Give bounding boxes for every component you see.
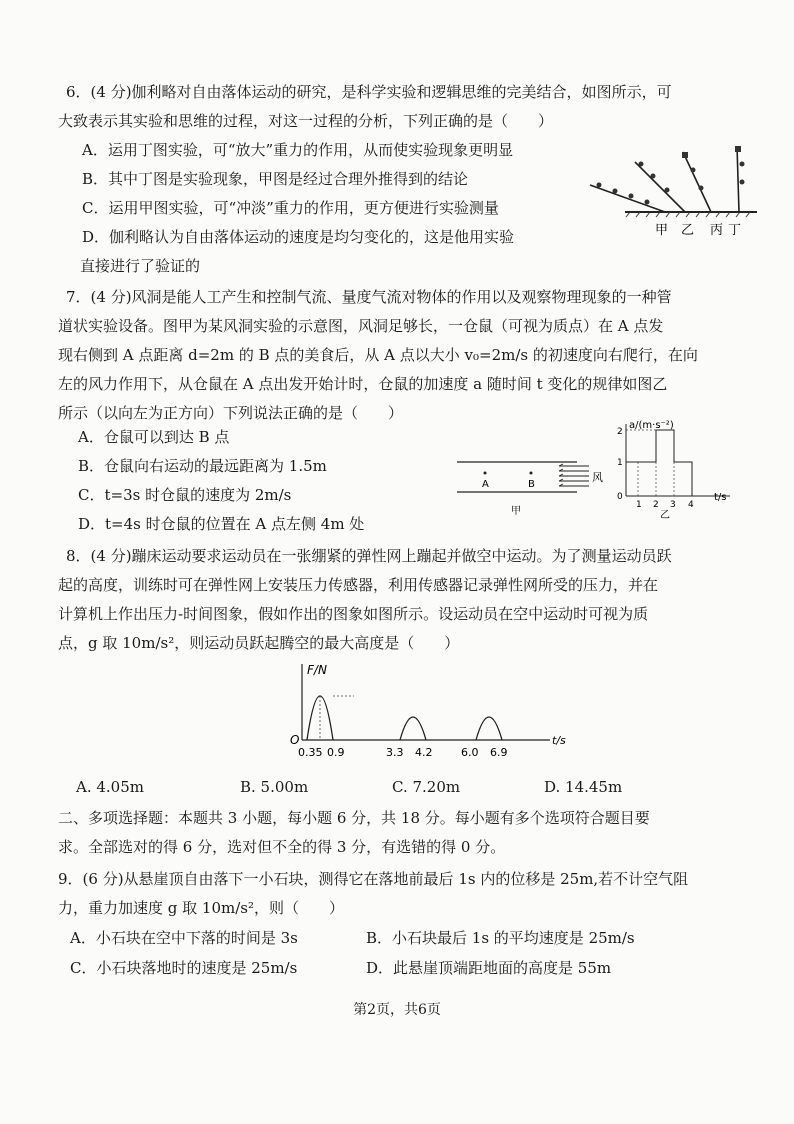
wind-label: 风 (592, 471, 603, 484)
page-number: 第2页，共6页 (353, 1002, 441, 1018)
q9-option-d: D．此悬崖顶端距地面的高度是 55m (366, 959, 612, 977)
fig-jia-caption: 甲 (511, 506, 521, 517)
q9-option-b: B．小石块最后 1s 的平均速度是 25m/s (366, 929, 635, 947)
q7-option-c: C．t=3s 时仓鼠的速度为 2m/s (78, 486, 292, 504)
galileo-incline-figure (585, 140, 760, 240)
q8-stem-line3: 计算机上作出压力-时间图象，假如作出的图象如图所示。设运动员在空中运动时可视为质 (58, 605, 649, 623)
q7-stem-line3: 现右侧到 A 点距离 d=2m 的 B 点的美食后，从 A 点以大小 v₀=2m/s 的初速度向右爬行，在向 (58, 346, 698, 364)
label-ding: 丁 (728, 223, 742, 238)
t-tick-2: 2 (653, 500, 659, 510)
q6-option-d: D．伽利略认为自由落体运动的速度是均匀变化的，这是他用实验 (82, 228, 515, 246)
q6-option-a: A．运用丁图实验，可“放大”重力的作用，从而使实验现象更明显 (82, 141, 514, 159)
a-axis-label: a/(m·s⁻²) (629, 420, 674, 431)
t-axis-label-f: t/s (552, 734, 566, 747)
f-tick-6-0: 6.0 (461, 746, 479, 759)
q8-option-b: B. 5.00m (240, 778, 309, 796)
q7-stem-line5: 所示（以向左为正方向）下列说法正确的是（ ） (58, 404, 404, 422)
q7-stem-line1: 7．(4 分)风洞是能人工产生和控制气流、量度气流对物体的作用以及观察物理现象的一种管 (66, 288, 672, 306)
q8-stem-line4: 点，g 取 10m/s²，则运动员跃起腾空的最大高度是（ ） (58, 634, 460, 652)
point-a-label: A (482, 479, 489, 490)
wind-tunnel-figure (455, 448, 615, 518)
q9-stem-line2: 力，重力加速度 g 取 10m/s²，则（ ） (58, 899, 344, 917)
q8-stem-line2: 起的高度，训练时可在弹性网上安装压力传感器，利用传感器记录弹性网所受的压力，并在 (58, 576, 659, 594)
f-tick-6-9: 6.9 (490, 746, 508, 759)
q8-option-c: C. 7.20m (392, 778, 461, 796)
q6-option-b: B．其中丁图是实验现象，甲图是经过合理外推得到的结论 (82, 170, 469, 188)
q6-stem-line2: 大致表示其实验和思维的过程，对这一过程的分析，下列正确的是（ ） (58, 112, 554, 130)
a-tick-0: 0 (617, 492, 623, 502)
q8-option-a: A. 4.05m (76, 778, 144, 796)
t-tick-3: 3 (670, 500, 676, 510)
section2-line2: 求。全部选对的得 6 分，选对但不全的得 3 分，有选错的得 0 分。 (58, 838, 506, 856)
f-tick-4-2: 4.2 (415, 746, 433, 759)
section2-line1: 二、多项选择题：本题共 3 小题，每小题 6 分，共 18 分。每小题有多个选项符合题目要 (58, 809, 650, 827)
point-b-label: B (528, 479, 535, 490)
t-axis-label: t/s (714, 492, 727, 503)
q9-stem-line1: 9．(6 分)从悬崖顶自由落下一小石块，测得它在落地前最后 1s 内的位移是 25m,若不计空气阻 (58, 870, 689, 888)
f-tick-3-3: 3.3 (386, 746, 404, 759)
origin-label: O (290, 733, 300, 747)
q9-option-c: C．小石块落地时的速度是 25m/s (70, 959, 298, 977)
acceleration-time-graph (612, 418, 740, 520)
f-tick-0-9: 0.9 (327, 746, 345, 759)
q8-stem-line1: 8．(4 分)蹦床运动要求运动员在一张绷紧的弹性网上蹦起并做空中运动。为了测量运动员跃 (66, 547, 672, 565)
force-time-graph (280, 660, 580, 760)
t-tick-1: 1 (636, 500, 642, 510)
q6-stem-line1: 6．(4 分)伽利略对自由落体运动的研究，是科学实验和逻辑思维的完美结合，如图所示，可 (66, 83, 672, 101)
t-tick-4: 4 (688, 500, 694, 510)
q8-option-d: D. 14.45m (544, 778, 623, 796)
q6-option-c: C．运用甲图实验，可“冲淡”重力的作用，更方便进行实验测量 (82, 199, 499, 217)
q6-option-d-cont: 直接进行了验证的 (80, 257, 201, 275)
a-tick-2: 2 (617, 427, 623, 437)
q9-option-a: A．小石块在空中下落的时间是 3s (70, 929, 298, 947)
q7-option-d: D．t=4s 时仓鼠的位置在 A 点左侧 4m 处 (78, 515, 365, 533)
q7-stem-line4: 左的风力作用下，从仓鼠在 A 点出发开始计时，仓鼠的加速度 a 随时间 t 变化的规律如图乙 (58, 375, 668, 393)
label-yi: 乙 (681, 223, 695, 238)
f-axis-label: F/N (307, 663, 327, 677)
q7-option-a: A．仓鼠可以到达 B 点 (78, 428, 230, 446)
q7-option-b: B．仓鼠向右运动的最远距离为 1.5m (78, 457, 327, 475)
q7-stem-line2: 道状实验设备。图甲为某风洞实验的示意图，风洞足够长，一仓鼠（可视为质点）在 A 点发 (58, 317, 664, 335)
label-bing: 丙 (710, 223, 724, 238)
label-jia: 甲 (655, 223, 669, 238)
a-tick-1: 1 (617, 458, 623, 468)
f-tick-0-35: 0.35 (298, 746, 323, 759)
fig-yi-caption: 乙 (660, 510, 670, 520)
